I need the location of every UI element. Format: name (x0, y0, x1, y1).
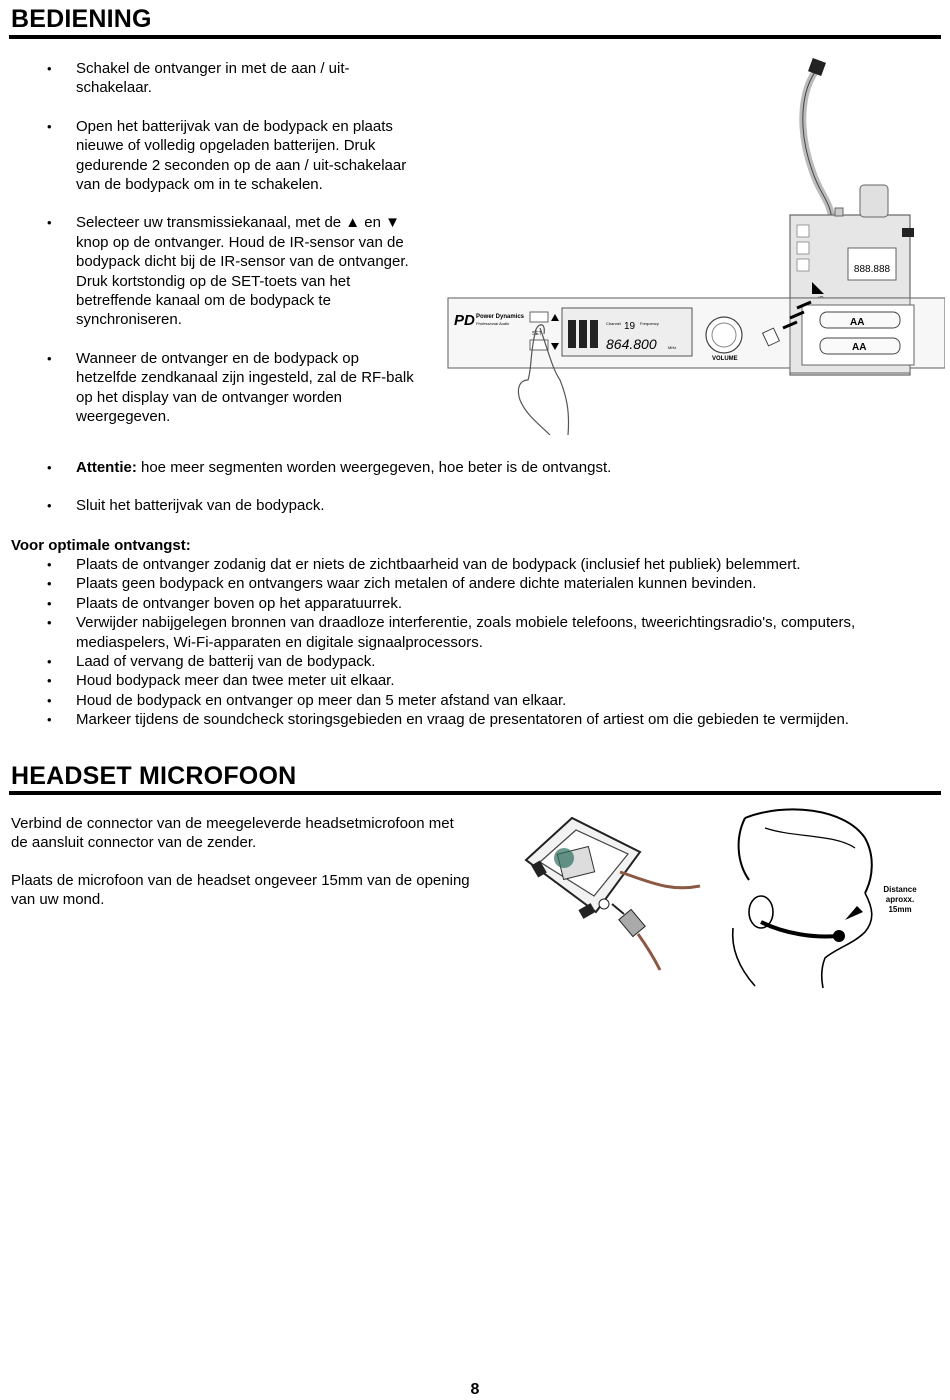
optimal-reception-list (0, 555, 935, 730)
list-item: • Plaats geen bodypack en ontvangers waar zich metalen of andere dichte materialen kunnen bevinden. (0, 574, 935, 593)
list-item: • Schakel de ontvanger in met de aan / uit-schakelaar. (0, 59, 420, 98)
receiver-bodypack-illustration (440, 50, 945, 435)
list-item: • Houd de bodypack en ontvanger op meer dan 5 meter afstand van elkaar. (0, 691, 935, 710)
distance-label: aproxx. (885, 895, 915, 904)
list-item (0, 458, 930, 477)
list-item: • Markeer tijdens de soundcheck storingsgebieden en vraag de presentatoren of artiest om die gebieden te vermijden. (0, 710, 935, 729)
optimal-reception-heading: Voor optimale ontvangst: (11, 537, 191, 554)
list-item: • Plaats de ontvanger zodanig dat er niets de zichtbaarheid van de bodypack (inclusief het publiek) belemmert. (0, 555, 935, 574)
list-item: • Open het batterijvak van de bodypack en plaats nieuwe of volledig opgeladen batterijen. Druk gedurende 2 seconden op de aan / uit-schakelaar van de bodypack om in te schakelen. (0, 117, 420, 195)
frequency-unit: MHz (668, 345, 677, 350)
section-rule (9, 35, 941, 39)
battery-label: AA (850, 317, 865, 328)
svg-text:PD: PD (454, 312, 475, 329)
headset-instructions-connect: Verbind de connector van de meegeleverde headsetmicrofoon met de aansluit connector van de zender. (11, 815, 454, 852)
list-item: • Selecteer uw transmissiekanaal, met de ▲ en ▼ knop op de ontvanger. Houd de IR-sensor van de bodypack dicht bij de IR-sensor van de ontvanger. Druk kortstondig op de SET-toets van het betreffende kanaal om de bodypack te synchroniseren. (0, 213, 420, 329)
volume-label: VOLUME (712, 356, 738, 362)
channel-value: 19 (624, 321, 636, 332)
section-title-headset: HEADSET MICROFOON (11, 762, 297, 790)
frequency-value: 864.800 (606, 336, 657, 352)
list-item: • Houd bodypack meer dan twee meter uit elkaar. (0, 671, 935, 690)
operation-steps-list-continued (0, 458, 930, 516)
battery-label: AA (852, 342, 867, 353)
operation-steps-list (0, 59, 420, 427)
headset-instructions-placement: Plaats de microfoon van de headset ongeveer 15mm van de opening van uw mond. (11, 872, 470, 909)
attention-label: Attentie: (76, 459, 137, 476)
brand-subtitle: Professional Audio (476, 321, 510, 326)
channel-label: Channel (606, 321, 621, 326)
list-item: • Sluit het batterijvak van de bodypack. (0, 496, 930, 515)
bodypack-display: 888.888 (853, 264, 891, 275)
list-item: • Laad of vervang de batterij van de bodypack. (0, 652, 935, 671)
list-item: • Plaats de ontvanger boven op het apparatuurrek. (0, 594, 935, 613)
list-item: • Verwijder nabijgelegen bronnen van draadloze interferentie, zoals mobiele telefoons, tweerichtingsradio's, computers, mediaspelers, Wi-Fi-apparaten en digitale signaalprocessors. (0, 613, 935, 652)
distance-label: 15mm (888, 905, 912, 914)
set-label: SET (532, 331, 542, 337)
brand-name: Power Dynamics (476, 314, 525, 320)
bodypack-connector-illustration (520, 812, 720, 972)
distance-label: Distance (883, 885, 917, 894)
page-number: 8 (470, 1381, 480, 1398)
section-title-bediening: BEDIENING (11, 5, 152, 33)
frequency-label: Frequency (640, 321, 659, 326)
attention-text: hoe meer segmenten worden weergegeven, hoe beter is de ontvangst. (136, 459, 612, 476)
list-item: • Wanneer de ontvanger en de bodypack op hetzelfde zendkanaal zijn ingesteld, zal de RF-balk op het display van de ontvanger worden weergegeven. (0, 349, 420, 427)
headset-head-illustration (725, 808, 940, 988)
section-rule (9, 791, 941, 795)
